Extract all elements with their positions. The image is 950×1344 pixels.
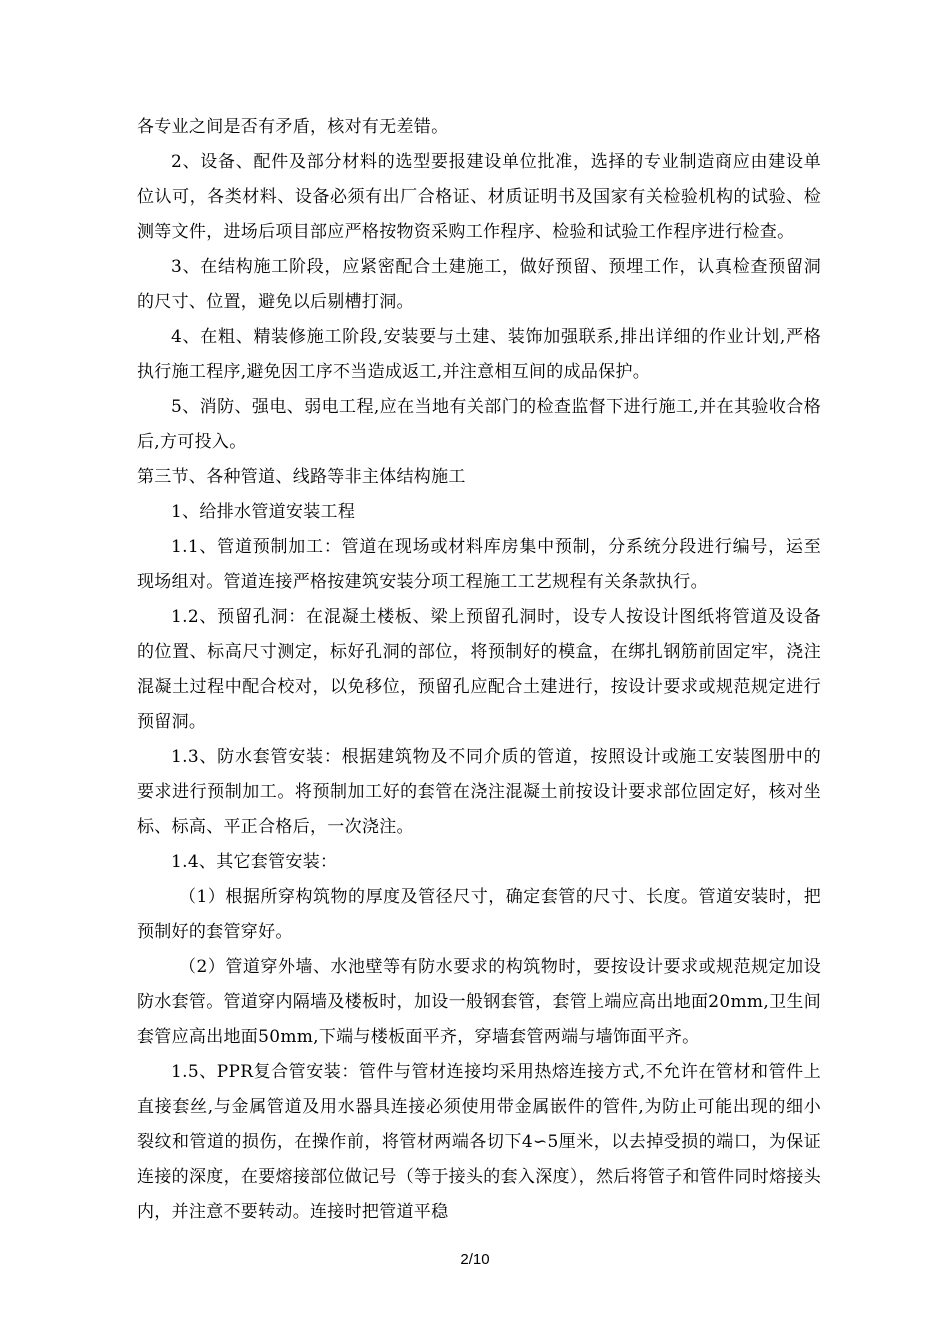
section-heading: 第三节、各种管道、线路等非主体结构施工 [137, 467, 466, 487]
paragraph-item-4: 4、在粗、精装修施工阶段,安装要与土建、装饰加强联系,排出详细的作业计划,严格执行施工程序,避免因工序不当造成返工,并注意相互间的成品保护。 [137, 327, 821, 382]
paragraph-item-2: 2、设备、配件及部分材料的选型要报建设单位批准，选择的专业制造商应由建设单位认可，各类材料、设备必须有出厂合格证、材质证明书及国家有关检验机构的试验、检测等文件，进场后项目部应严格按物资采购工作程序、检验和试验工作程序进行检查。 [137, 152, 821, 242]
paragraph-1-1: 1.1、管道预制加工：管道在现场或材料库房集中预制，分系统分段进行编号，运至现场组对。管道连接严格按建筑安装分项工程施工工艺规程有关条款执行。 [137, 537, 821, 592]
paragraph-1-3: 1.3、防水套管安装：根据建筑物及不同介质的管道，按照设计或施工安装图册中的要求进行预制加工。将预制加工好的套管在浇注混凝土前按设计要求部位固定好，核对坐标、标高、平正合格后，一次浇注。 [137, 747, 821, 837]
paragraph-1-4: 1.4、其它套管安装： [171, 852, 338, 872]
paragraph-continuation: 各专业之间是否有矛盾，核对有无差错。 [137, 117, 449, 137]
page-number: 2/10 [460, 1251, 490, 1268]
paragraph-item-3: 3、在结构施工阶段，应紧密配合土建施工，做好预留、预埋工作，认真检查预留洞的尺寸、位置，避免以后剔槽打洞。 [137, 257, 821, 312]
paragraph-sub-2: （2）管道穿外墙、水池壁等有防水要求的构筑物时，要按设计要求或规范规定加设防水套管。管道穿内隔墙及楼板时，加设一般钢套管，套管上端应高出地面20mm,卫生间套管应高出地面50mm,下端与楼板面平齐，穿墙套管两端与墙饰面平齐。 [137, 957, 821, 1047]
paragraph-1-5: 1.5、PPR复合管安装：管件与管材连接均采用热熔连接方式,不允许在管材和管件上直接套丝,与金属管道及用水器具连接必须使用带金属嵌件的管件,为防止可能出现的细小裂纹和管道的损伤，在操作前，将管材两端各切下4∽5厘米，以去掉受损的端口，为保证连接的深度，在要熔接部位做记号（等于接头的套入深度），然后将管子和管件同时熔接头内，并注意不要转动。连接时把管道平稳 [137, 1062, 821, 1222]
document-body [137, 110, 821, 1230]
paragraph-1-2: 1.2、预留孔洞：在混凝土楼板、梁上预留孔洞时，设专人按设计图纸将管道及设备的位置、标高尺寸测定，标好孔洞的部位，将预制好的模盒，在绑扎钢筋前固定牢，浇注混凝土过程中配合校对，以免移位，预留孔应配合土建进行，按设计要求或规范规定进行预留洞。 [137, 607, 821, 732]
paragraph-sub-1: （1）根据所穿构筑物的厚度及管径尺寸，确定套管的尺寸、长度。管道安装时，把预制好的套管穿好。 [137, 887, 821, 942]
subsection-heading: 1、给排水管道安装工程 [171, 502, 356, 522]
paragraph-item-5: 5、消防、强电、弱电工程,应在当地有关部门的检查监督下进行施工,并在其验收合格后,方可投入。 [137, 397, 821, 452]
